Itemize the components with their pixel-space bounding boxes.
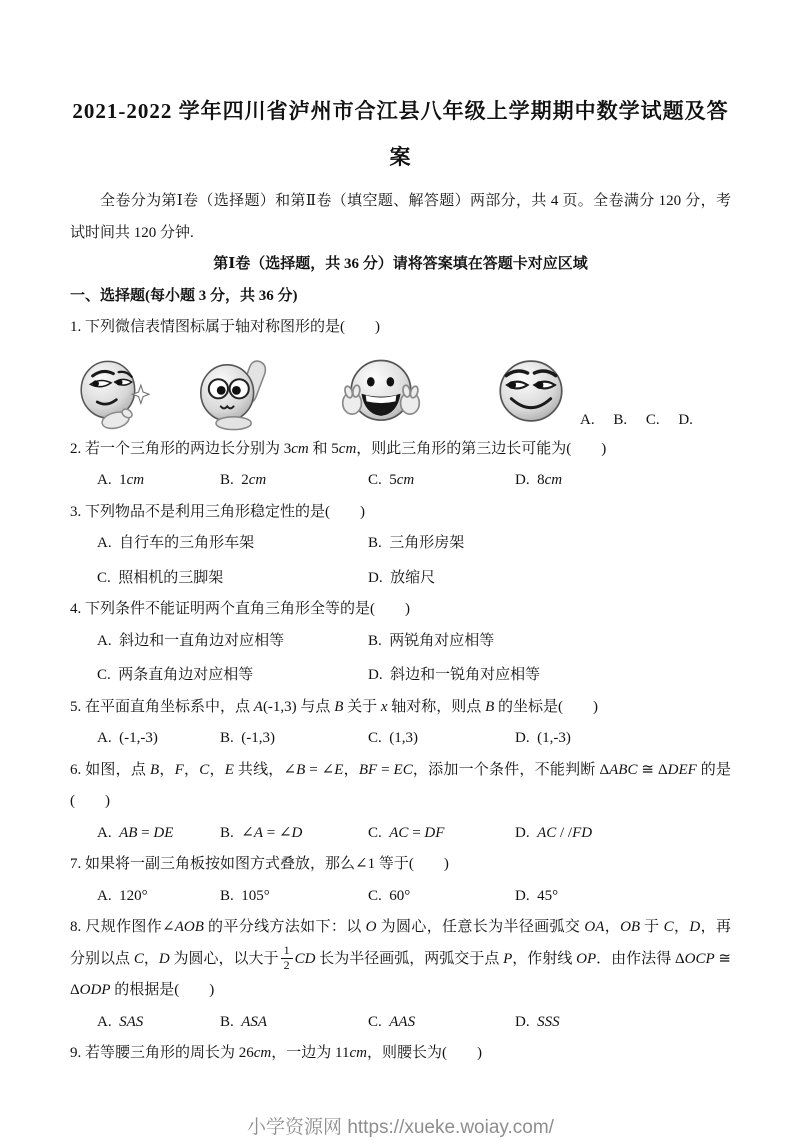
title-line-1: 2021-2022 学年四川省泸州市合江县八年级上学期期中数学试题及答: [72, 99, 728, 123]
question-options: [70, 723, 731, 755]
question-options: [70, 881, 731, 913]
option-c: C. 照相机的三脚架: [97, 563, 368, 595]
option-d: D. SSS: [515, 1007, 731, 1039]
footer-watermark: 小学资源网 https://xueke.woiay.com/: [70, 1112, 731, 1143]
option-b: B. 两锐角对应相等: [368, 626, 731, 658]
option-d: D. 45°: [515, 881, 731, 913]
question-8: [70, 912, 731, 1038]
option-b: B. 105°: [220, 881, 368, 913]
smug-smile-emoji-icon: [488, 350, 574, 432]
option-b: B. 三角形房架: [368, 528, 731, 560]
option-b: B. (-1,3): [220, 723, 368, 755]
question-stem: 9. 若等腰三角形的周长为 26cm，一边为 11cm，则腰长为( ): [70, 1038, 731, 1070]
multiple-choice-header: 一、选择题(每小题 3 分，共 36 分): [70, 281, 731, 313]
option-c: C. 5cm: [368, 465, 515, 497]
option-a: A. 斜边和一直角边对应相等: [97, 626, 368, 658]
emoji-option-labels: A. B. C. D.: [580, 410, 693, 432]
question-options: [70, 465, 731, 497]
question-stem: 3. 下列物品不是利用三角形稳定性的是( ): [70, 497, 731, 529]
question-stem: 2. 若一个三角形的两边长分别为 3cm 和 5cm，则此三角形的第三边长可能为( ): [70, 434, 731, 466]
question-9: [70, 1038, 731, 1070]
option-a: A. AB = DE: [97, 818, 220, 850]
question-options: [70, 1007, 731, 1039]
option-d: D. 斜边和一锐角对应相等: [368, 660, 731, 692]
scratching-head-emoji-icon: [192, 352, 272, 432]
option-d: D. 放缩尺: [368, 563, 731, 595]
question-options: [70, 626, 731, 692]
option-d: D. 8cm: [515, 465, 731, 497]
thinking-smirk-emoji-icon: [72, 352, 150, 432]
question-1-figure: [72, 348, 731, 432]
option-d: D. (1,-3): [515, 723, 731, 755]
option-a: A. SAS: [97, 1007, 220, 1039]
question-6: [70, 755, 731, 850]
section-1-header: 第Ⅰ卷（选择题，共 36 分）请将答案填在答题卡对应区域: [70, 249, 731, 281]
option-c: C. AC = DF: [368, 818, 515, 850]
question-stem: 5. 在平面直角坐标系中，点 A(-1,3) 与点 B 关于 x 轴对称，则点 B 的坐标是( ): [70, 692, 731, 724]
question-2: [70, 434, 731, 497]
cheering-laugh-emoji-icon: [338, 352, 424, 432]
option-b: B. ∠A = ∠D: [220, 818, 368, 850]
question-options: [70, 528, 731, 594]
option-a: A. (-1,-3): [97, 723, 220, 755]
exam-intro: 全卷分为第Ⅰ卷（选择题）和第Ⅱ卷（填空题、解答题）两部分，共 4 页。全卷满分 120 分，考试时间共 120 分钟.: [70, 186, 731, 249]
question-stem: 1. 下列微信表情图标属于轴对称图形的是( ): [70, 312, 731, 344]
option-a: A. 自行车的三角形车架: [97, 528, 368, 560]
question-stem: 4. 下列条件不能证明两个直角三角形全等的是( ): [70, 594, 731, 626]
option-b: B. ASA: [220, 1007, 368, 1039]
question-1: [70, 312, 731, 432]
question-stem: 7. 如果将一副三角板按如图方式叠放，那么∠1 等于( ): [70, 849, 731, 881]
question-3: [70, 497, 731, 595]
option-a: A. 1cm: [97, 465, 220, 497]
option-c: C. 两条直角边对应相等: [97, 660, 368, 692]
option-b: B. 2cm: [220, 465, 368, 497]
option-c: C. AAS: [368, 1007, 515, 1039]
question-stem: 6. 如图，点 B，F，C，E 共线，∠B = ∠E，BF = EC，添加一个条件，不能判断 ΔABC ≅ ΔDEF 的是( ): [70, 755, 731, 818]
title-line-2: 案: [390, 145, 412, 169]
option-a: A. 120°: [97, 881, 220, 913]
question-5: [70, 692, 731, 755]
question-options: [70, 818, 731, 850]
page-title: [70, 88, 731, 180]
option-c: C. 60°: [368, 881, 515, 913]
question-7: [70, 849, 731, 912]
question-stem: 8. 尺规作图作∠AOB 的平分线方法如下：以 O 为圆心，任意长为半径画弧交 OA，OB 于 C，D，再分别以点 C，D 为圆心，以大于 $\frac{1}{2}$ CD 长为半径画弧，两弧交于点 P，作射线 OP．由作法得 ΔOCP ≅ ΔODP 的根据是( ): [70, 912, 731, 1007]
option-d: D. AC / /FD: [515, 818, 731, 850]
option-c: C. (1,3): [368, 723, 515, 755]
question-4: [70, 594, 731, 692]
